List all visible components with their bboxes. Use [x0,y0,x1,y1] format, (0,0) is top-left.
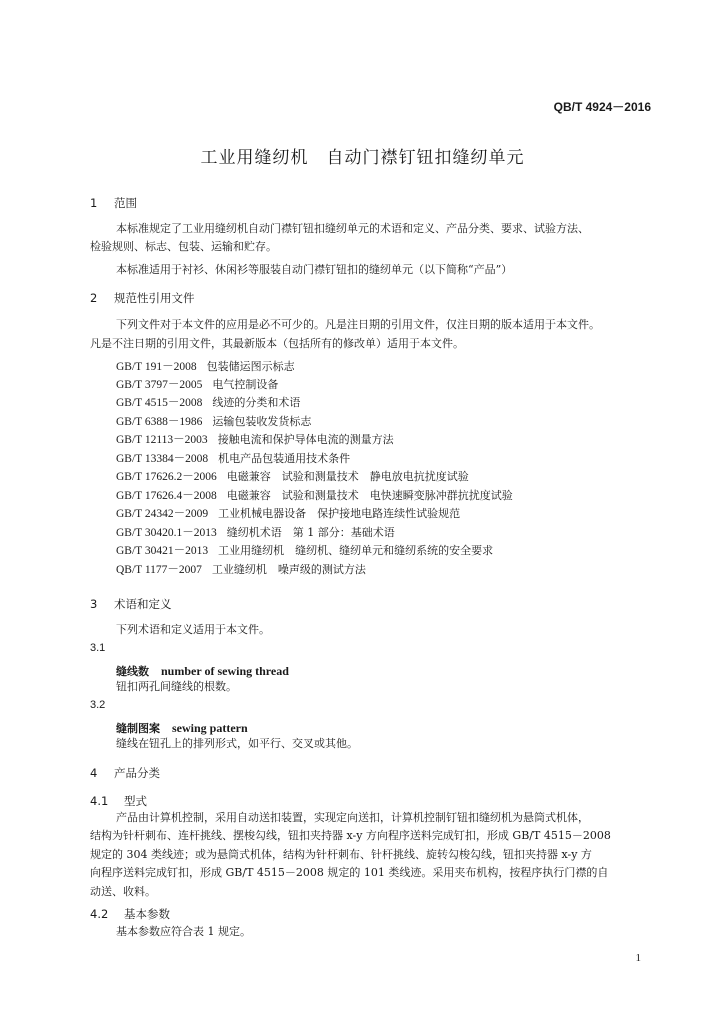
subsection-title: 基本参数 [124,907,170,921]
section-title: 范围 [114,196,137,210]
type-paragraph-line-2: 结构为针杆刺布、连杆挑线、摆梭勾线，钮扣夹持器 x-y 方向程序送料完成钉扣，形成 GB/T 4515－2008 [90,829,611,842]
reference-title: 运输包装收发货标志 [212,415,312,428]
reference-code: GB/T 30421－2013 [116,545,209,557]
type-paragraph-line-3: 规定的 304 类线迹；或为悬筒式机体，结构为针杆刺布、针杆挑线、旋转勾梭勾线，钮扣夹持器 x-y 方 [90,848,592,861]
reference-code: GB/T 4515－2008 [116,397,203,409]
reference-title: 包装储运图示标志 [206,360,295,373]
reference-code: GB/T 191－2008 [116,361,197,373]
reference-title: 缝纫机术语 第 1 部分：基础术语 [226,526,395,539]
terms-intro: 下列术语和定义适用于本文件。 [116,623,270,636]
reference-title: 工业缝纫机 噪声级的测试方法 [211,563,366,576]
reference-item [116,394,300,410]
term-number: 3.2 [90,699,106,711]
section-2-heading [90,290,195,306]
scope-paragraph-2: 本标准适用于衬衫、休闲衫等服装自动门襟钉钮扣的缝纫单元（以下简称“产品”） [116,263,513,276]
reference-code: GB/T 12113－2003 [116,434,208,446]
reference-title: 电磁兼容 试验和测量技术 静电放电抗扰度试验 [226,470,469,483]
reference-code: GB/T 13384－2008 [116,453,209,465]
section-4-heading [90,765,160,781]
type-paragraph-line-4: 向程序送料完成钉扣，形成 GB/T 4515－2008 规定的 101 类线迹。采用夹布机构，按程序执行门襟的自 [90,866,609,879]
reference-code: GB/T 30420.1－2013 [116,527,217,539]
term-number: 3.1 [90,642,106,654]
subsection-number: 4.1 [90,794,109,808]
section-number: 3 [90,597,98,611]
scope-paragraph-1-line-2: 检验规则、标志、包装、运输和贮存。 [90,240,277,253]
reference-item [116,413,311,429]
reference-item [116,524,395,540]
reference-code: GB/T 17626.4－2008 [116,490,217,502]
reference-item [116,542,493,558]
type-paragraph-line-5: 动送、收料。 [90,885,156,898]
subsection-4-2-heading [90,906,170,922]
term-heading [116,660,289,679]
term-heading [116,717,248,736]
reference-title: 工业用缝纫机 缝纫机、缝纫单元和缝纫系统的安全要求 [218,544,494,557]
reference-item [116,487,513,503]
term-en: number of sewing thread [161,664,289,678]
subsection-title: 型式 [124,794,147,808]
reference-code: QB/T 1177－2007 [116,564,202,576]
section-title: 产品分类 [114,766,160,780]
reference-item [116,561,366,577]
reference-title: 接触电流和保护导体电流的测量方法 [217,433,394,446]
section-number: 1 [90,196,98,210]
type-paragraph-line-1: 产品由计算机控制，采用自动送扣装置，实现定向送扣，计算机控制钉钮扣缝纫机为悬筒式机体， [116,811,589,824]
scope-paragraph-1-line-1: 本标准规定了工业用缝纫机自动门襟钉钮扣缝纫单元的术语和定义、产品分类、要求、试验方法、 [116,222,589,235]
reference-code: GB/T 17626.2－2006 [116,471,217,483]
term-en: sewing pattern [172,721,248,735]
term-definition: 缝线在钮孔上的排列形式，如平行、交叉或其他。 [116,737,358,750]
section-1-heading [90,195,137,211]
references-intro-line-2: 凡是不注日期的引用文件，其最新版本（包括所有的修改单）适用于本文件。 [90,337,464,350]
reference-title: 电磁兼容 试验和测量技术 电快速瞬变脉冲群抗扰度试验 [226,489,513,502]
section-title: 术语和定义 [114,597,172,611]
term-zh: 缝制图案 [116,722,160,735]
basic-parameters-text: 基本参数应符合表 1 规定。 [116,925,251,938]
reference-code: GB/T 3797－2005 [116,379,203,391]
term-definition: 钮扣两孔间缝线的根数。 [116,680,237,693]
section-number: 4 [90,766,98,780]
reference-item [116,450,350,466]
page-title: 工业用缝纫机 自动门襟钉钮扣缝纫单元 [200,148,525,168]
reference-item [116,358,295,374]
reference-title: 线迹的分类和术语 [212,396,301,409]
reference-code: GB/T 6388－1986 [116,416,203,428]
reference-title: 电气控制设备 [212,378,279,391]
standard-number: QB/T 4924－2016 [553,100,651,114]
term-zh: 缝线数 [116,665,149,678]
section-title: 规范性引用文件 [114,291,195,305]
reference-code: GB/T 24342－2009 [116,508,209,520]
subsection-4-1-heading [90,793,147,809]
reference-item [116,505,460,521]
reference-title: 工业机械电器设备 保护接地电路连续性试验规范 [218,507,461,520]
page-number: 1 [635,952,641,964]
subsection-number: 4.2 [90,907,109,921]
references-intro-line-1: 下列文件对于本文件的应用是必不可少的。凡是注日期的引用文件，仅注日期的版本适用于本文件。 [116,318,600,331]
section-number: 2 [90,291,98,305]
reference-item [116,468,469,484]
reference-title: 机电产品包装通用技术条件 [218,452,351,465]
reference-item [116,431,394,447]
section-3-heading [90,596,172,612]
reference-item [116,376,278,392]
